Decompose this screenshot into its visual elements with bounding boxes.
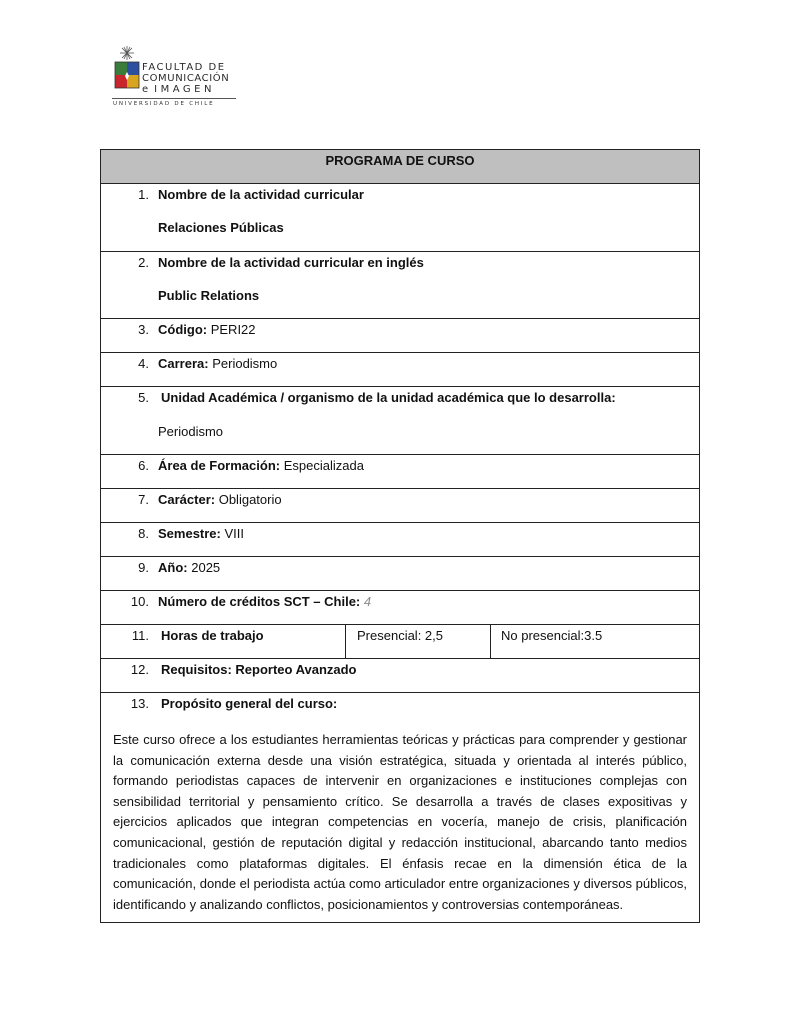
row-11-number: 11. — [131, 628, 149, 643]
row-5-label: Unidad Académica / organismo de la unidad académica que lo desarrolla: — [161, 390, 616, 405]
row-divider — [101, 692, 699, 693]
row-11-no-presencial: No presencial:3.5 — [501, 628, 603, 643]
row-1-number: 1. — [138, 187, 149, 202]
row-divider — [101, 352, 699, 353]
row-6-number: 6. — [138, 458, 149, 473]
row-10-label: Número de créditos SCT – Chile: — [158, 594, 361, 609]
row-1-value: Relaciones Públicas — [158, 220, 284, 235]
row-4-content — [158, 356, 277, 371]
row-divider — [101, 658, 699, 659]
row-divider — [101, 454, 699, 455]
logo-line-3-word: IMAGEN — [154, 84, 215, 95]
cell-divider — [345, 624, 346, 658]
row-2-value: Public Relations — [158, 288, 260, 303]
row-6-value: Especializada — [283, 458, 364, 473]
row-9-content — [158, 560, 220, 575]
row-7-value: Obligatorio — [218, 492, 282, 507]
row-11-label: Horas de trabajo — [161, 628, 264, 643]
row-12-number: 12. — [130, 662, 149, 677]
row-4-label: Carrera: — [158, 356, 209, 371]
row-8-number: 8. — [138, 526, 149, 541]
row-7-label: Carácter: — [158, 492, 216, 507]
purpose-paragraph: Este curso ofrece a los estudiantes herramientas teóricas y prácticas para comprender y gestionar la comunicación externa desde una visión estratégica, situada y orientada al interés público, formando periodistas capaces de intervenir en organizaciones e instituciones complejas con sensibilidad territorial y pensamiento crítico. Se desarrolla a través de clases expositivas y ejercicios aplicados que integran competencias en vocería, manejo de crisis, planificación comunicacional, gestión de reputación digital y redacción institucional, abarcando tanto medios tradicionales como plataformas digitales. El énfasis recae en la dimensión ética de la comunicación, donde el periodista actúa como articulador entre organizaciones y diversos públicos, identificando y analizando conflictos, posicionamientos y controversias contemporáneas. — [113, 732, 687, 912]
logo-line-3-e: e — [142, 84, 149, 95]
row-6-label: Área de Formación: — [158, 458, 281, 473]
row-10-value: 4 — [363, 594, 372, 609]
logo-university: UNIVERSIDAD DE CHILE — [113, 101, 215, 107]
table-title: PROGRAMA DE CURSO — [325, 153, 475, 168]
cell-divider — [490, 624, 491, 658]
row-9-value: 2025 — [191, 560, 221, 575]
faculty-logo — [112, 46, 238, 112]
row-10-number: 10. — [130, 594, 149, 609]
row-divider — [101, 251, 699, 252]
row-5-value: Periodismo — [158, 424, 224, 439]
logo-line-3 — [142, 84, 215, 96]
row-divider — [101, 318, 699, 319]
row-divider — [101, 386, 699, 387]
row-3-label: Código: — [158, 322, 208, 337]
logo-line-1: FACULTAD DE — [142, 62, 226, 73]
row-7-content — [158, 492, 282, 507]
row-6-content — [158, 458, 364, 473]
row-2-number: 2. — [138, 255, 149, 270]
row-11-presencial: Presencial: 2,5 — [357, 628, 443, 643]
row-3-content — [158, 322, 256, 337]
row-divider — [101, 488, 699, 489]
logo-line-2: COMUNICACIÓN — [142, 73, 230, 84]
row-9-label: Año: — [158, 560, 188, 575]
row-divider — [101, 624, 699, 625]
row-5-number: 5. — [138, 390, 149, 405]
row-10-content — [158, 594, 371, 609]
row-8-value: VIII — [224, 526, 245, 541]
row-divider — [101, 183, 699, 184]
row-13-number: 13. — [130, 696, 149, 711]
row-7-number: 7. — [138, 492, 149, 507]
row-3-number: 3. — [138, 322, 149, 337]
logo-divider — [112, 98, 236, 99]
row-12-label: Requisitos: Reporteo Avanzado — [161, 662, 357, 677]
row-divider — [101, 522, 699, 523]
row-8-label: Semestre: — [158, 526, 221, 541]
row-4-number: 4. — [138, 356, 149, 371]
row-2-label: Nombre de la actividad curricular en inglés — [158, 255, 424, 270]
row-9-number: 9. — [138, 560, 149, 575]
row-4-value: Periodismo — [212, 356, 278, 371]
university-shield-icon — [112, 46, 142, 96]
row-3-value: PERI22 — [210, 322, 256, 337]
row-divider — [101, 556, 699, 557]
row-13-label: Propósito general del curso: — [161, 696, 338, 711]
row-8-content — [158, 526, 244, 541]
program-table — [100, 149, 700, 923]
row-divider — [101, 590, 699, 591]
row-1-label: Nombre de la actividad curricular — [158, 187, 364, 202]
